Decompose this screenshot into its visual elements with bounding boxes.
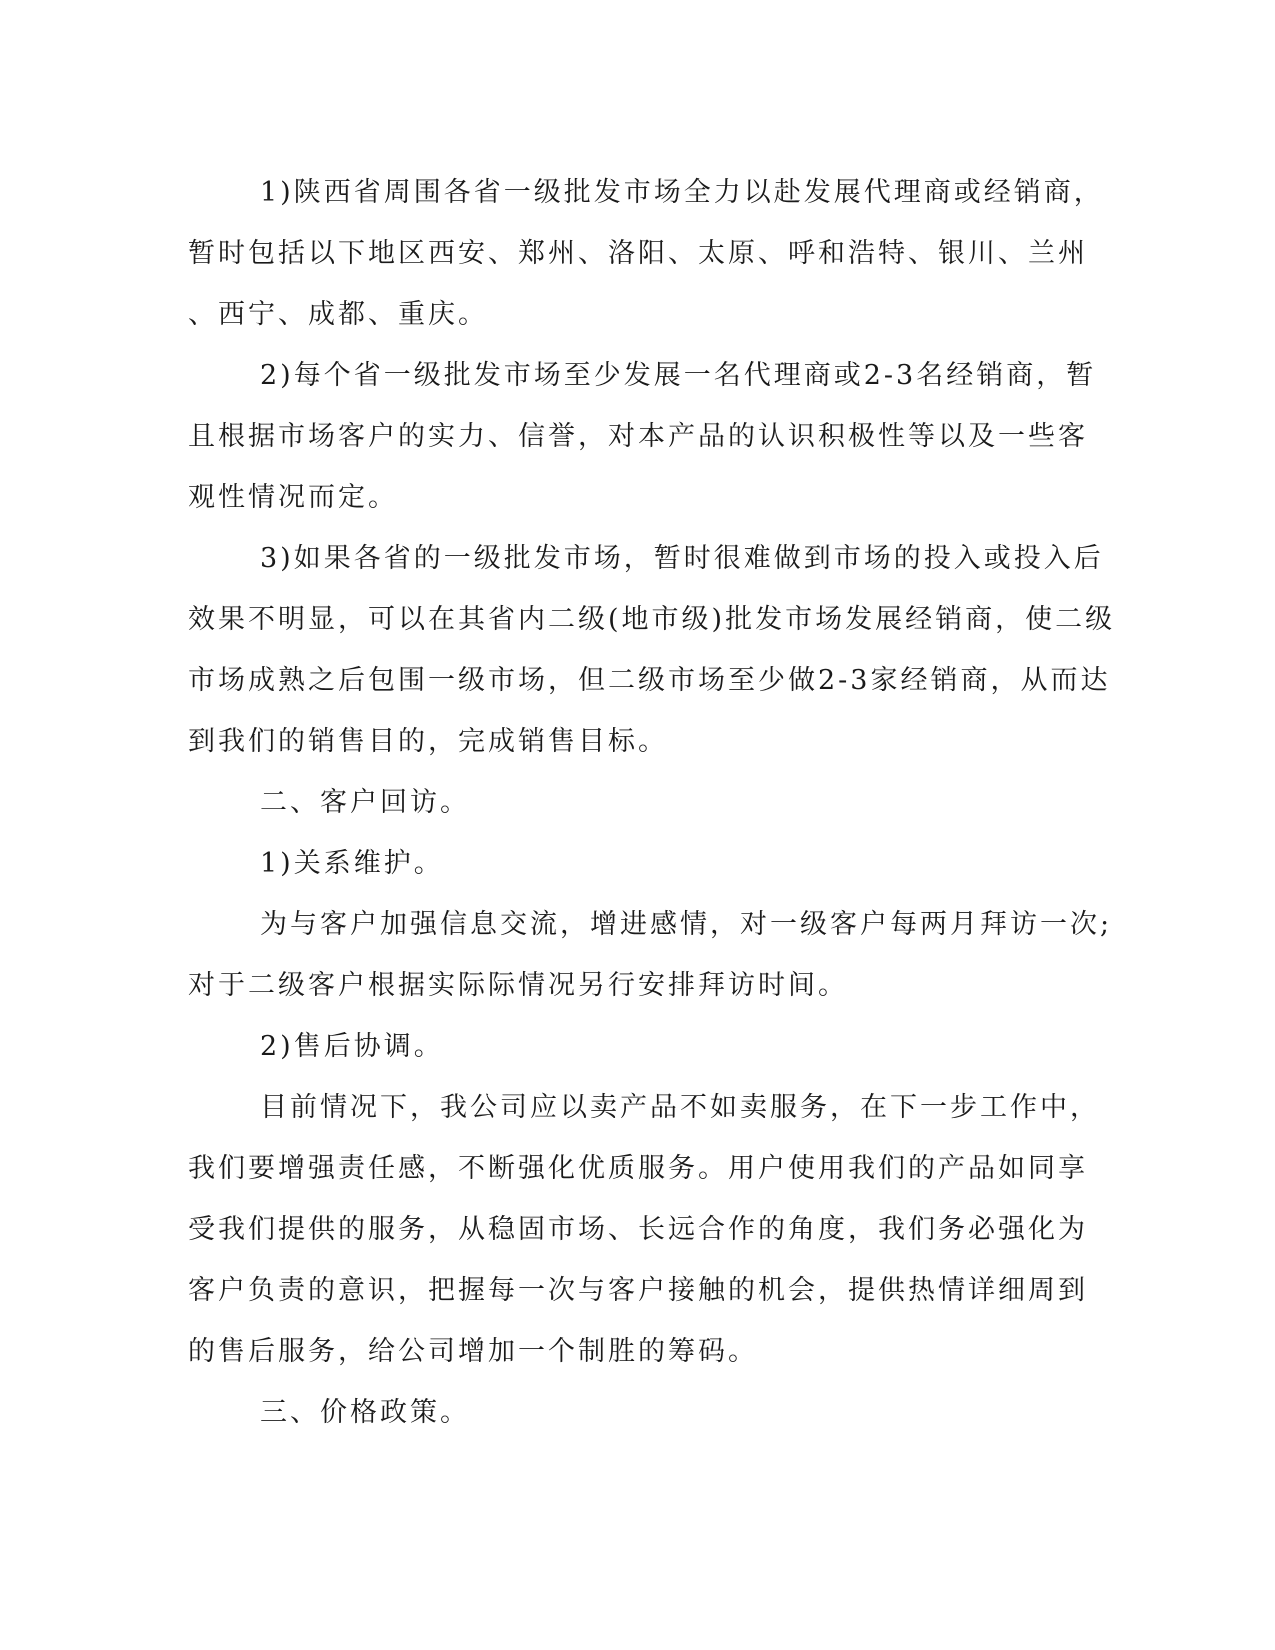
paragraph-3 [188,528,1116,772]
text-line: 受我们提供的服务，从稳固市场、长远合作的角度，我们务必强化为 [188,1214,1088,1245]
text-line: 暂时包括以下地区西安、郑州、洛阳、太原、呼和浩特、银川、兰州 [188,238,1088,269]
paragraph-2 [188,345,1097,528]
text-line: 我们要增强责任感，不断强化优质服务。用户使用我们的产品如同享 [188,1153,1088,1184]
text-line: 2)每个省一级批发市场至少发展一名代理商或2-3名经销商，暂 [260,360,1097,391]
document-body [188,162,1116,1443]
text-line: 为与客户加强信息交流，增进感情，对一级客户每两月拜访一次; [260,909,1113,940]
text-line: 目前情况下，我公司应以卖产品不如卖服务，在下一步工作中， [260,1092,1100,1123]
subheading-text: 2)售后协调。 [260,1031,444,1062]
paragraph-1 [188,162,1104,345]
text-line: 市场成熟之后包围一级市场，但二级市场至少做2-3家经销商，从而达 [188,665,1111,696]
text-line: 客户负责的意识，把握每一次与客户接触的机会，提供热情详细周到 [188,1275,1088,1306]
text-line: 到我们的销售目的，完成销售目标。 [188,726,668,757]
text-line: 效果不明显，可以在其省内二级(地市级)批发市场发展经销商，使二级 [188,604,1116,635]
text-line: 观性情况而定。 [188,482,398,513]
section-heading-pricing-policy [188,1382,1088,1443]
text-line: 1)陕西省周围各省一级批发市场全力以赴发展代理商或经销商， [260,177,1104,208]
text-line: 对于二级客户根据实际际情况另行安排拜访时间。 [188,970,848,1001]
text-line: 3)如果各省的一级批发市场，暂时很难做到市场的投入或投入后 [260,543,1104,574]
subheading-after-sales [188,1016,1088,1077]
section-heading-customer-visits [188,772,1088,833]
text-line: 的售后服务，给公司增加一个制胜的筹码。 [188,1336,758,1367]
heading-text: 二、客户回访。 [260,787,470,818]
subheading-text: 1)关系维护。 [260,848,444,879]
paragraph-after-sales [188,1077,1100,1382]
heading-text: 三、价格政策。 [260,1397,470,1428]
text-line: 且根据市场客户的实力、信誉，对本产品的认识积极性等以及一些客 [188,421,1088,452]
paragraph-visit-schedule [188,894,1113,1016]
text-line: 、西宁、成都、重庆。 [188,299,488,330]
subheading-relationship-maintenance [188,833,1088,894]
